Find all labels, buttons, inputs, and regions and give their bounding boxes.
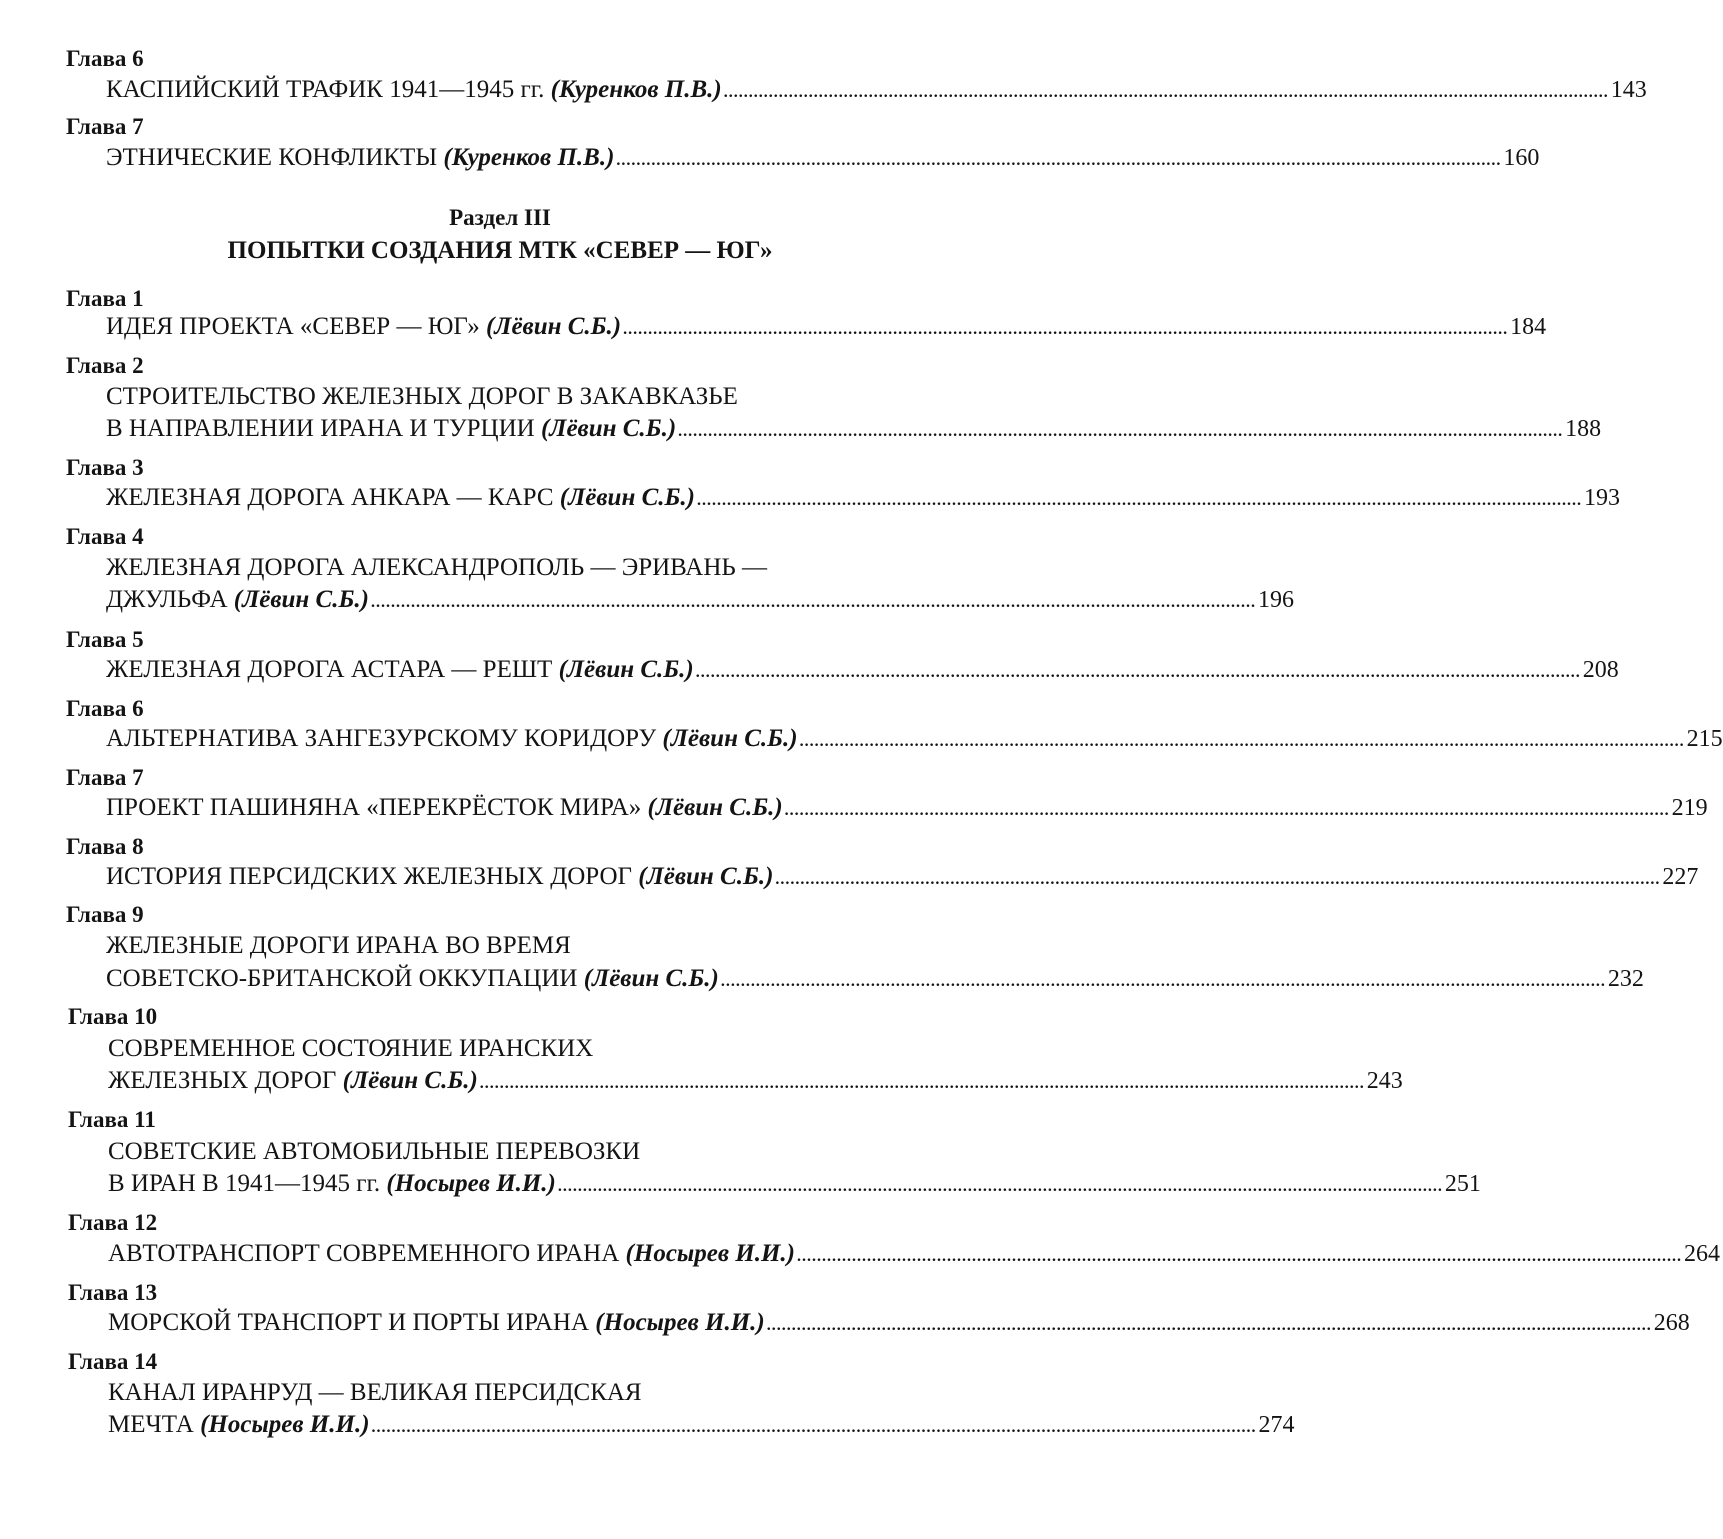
entry-author: (Носырев И.И.) xyxy=(386,1170,556,1197)
entry-title-line xyxy=(106,554,767,582)
entry-title: ИСТОРИЯ ПЕРСИДСКИХ ЖЕЛЕЗНЫХ ДОРОГ xyxy=(106,863,633,890)
chapter-label: Глава 11 xyxy=(68,1107,156,1132)
entry-title-line xyxy=(106,932,571,960)
entry-title-line xyxy=(108,1035,593,1063)
entry-author: (Куренков П.В.) xyxy=(550,76,722,103)
page-number: 160 xyxy=(1503,145,1540,171)
toc-entry xyxy=(106,965,1644,993)
page-number: 274 xyxy=(1258,1412,1295,1438)
dot-leader: ................................................................................................................................................................................. xyxy=(696,492,1582,509)
entry-title: СОВЕТСКИЕ АВТОМОБИЛЬНЫЕ ПЕРЕВОЗКИ xyxy=(108,1138,641,1165)
toc-entry xyxy=(106,313,1547,341)
entry-title: КАНАЛ ИРАНРУД — ВЕЛИКАЯ ПЕРСИДСКАЯ xyxy=(108,1379,642,1406)
entry-author: (Лёвин С.Б.) xyxy=(342,1067,478,1094)
dot-leader: ................................................................................................................................................................................. xyxy=(678,423,1564,440)
chapter-label: Глава 14 xyxy=(68,1349,158,1374)
page-number: 184 xyxy=(1510,314,1547,340)
entry-title: ЖЕЛЕЗНЫХ ДОРОГ xyxy=(108,1067,337,1094)
toc-entry xyxy=(108,1240,1720,1268)
entry-title: ЭТНИЧЕСКИЕ КОНФЛИКТЫ xyxy=(106,144,438,171)
entry-author: (Лёвин С.Б.) xyxy=(583,965,719,992)
page-number: 227 xyxy=(1662,864,1699,890)
chapter-label: Глава 10 xyxy=(68,1004,158,1029)
entry-author: (Лёвин С.Б.) xyxy=(559,484,695,511)
chapter-label: Глава 2 xyxy=(66,353,144,378)
page-number: 193 xyxy=(1583,485,1620,511)
toc-entry xyxy=(106,656,1619,684)
entry-author: (Носырев И.И.) xyxy=(200,1411,370,1438)
entry-author: (Лёвин С.Б.) xyxy=(558,656,694,683)
toc-entry xyxy=(106,586,1294,614)
page-number: 143 xyxy=(1610,77,1647,103)
page-number: 243 xyxy=(1366,1068,1403,1094)
dot-leader: ................................................................................................................................................................................. xyxy=(723,84,1609,101)
page-number: 188 xyxy=(1565,416,1602,442)
page-number: 219 xyxy=(1671,795,1708,821)
toc-entry xyxy=(106,484,1620,512)
entry-title: ЖЕЛЕЗНЫЕ ДОРОГИ ИРАНА ВО ВРЕМЯ xyxy=(106,932,571,959)
dot-leader: ................................................................................................................................................................................. xyxy=(557,1178,1443,1195)
toc-entry xyxy=(108,1309,1690,1337)
chapter-label: Глава 8 xyxy=(66,834,144,859)
dot-leader: ................................................................................................................................................................................. xyxy=(784,802,1670,819)
entry-title: СОВРЕМЕННОЕ СОСТОЯНИЕ ИРАНСКИХ xyxy=(108,1035,594,1062)
dot-leader: ................................................................................................................................................................................. xyxy=(797,1248,1682,1265)
page-number: 264 xyxy=(1684,1241,1720,1267)
toc-entry xyxy=(106,415,1602,443)
entry-author: (Лёвин С.Б.) xyxy=(485,313,622,340)
entry-author: (Лёвин С.Б.) xyxy=(540,415,677,442)
chapter-label: Глава 5 xyxy=(66,627,144,652)
page-number: 251 xyxy=(1444,1171,1481,1197)
dot-leader: ................................................................................................................................................................................. xyxy=(766,1317,1652,1334)
entry-author: (Лёвин С.Б.) xyxy=(647,794,783,821)
page-number: 268 xyxy=(1653,1310,1690,1336)
entry-title: МОРСКОЙ ТРАНСПОРТ И ПОРТЫ ИРАНА xyxy=(108,1309,590,1336)
entry-title: ЖЕЛЕЗНАЯ ДОРОГА АСТАРА — РЕШТ xyxy=(106,656,553,683)
entry-title-line xyxy=(106,383,738,411)
entry-author: (Лёвин С.Б.) xyxy=(662,725,798,752)
chapter-label: Глава 9 xyxy=(66,902,144,927)
entry-title: ИДЕЯ ПРОЕКТА «СЕВЕР — ЮГ» xyxy=(106,313,480,340)
entry-title: ДЖУЛЬФА xyxy=(106,586,228,613)
entry-title: В ИРАН В 1941—1945 гг. xyxy=(108,1170,381,1197)
chapter-label: Глава 1 xyxy=(66,286,144,311)
entry-title: В НАПРАВЛЕНИИ ИРАНА И ТУРЦИИ xyxy=(106,415,535,442)
chapter-label: Глава 6 xyxy=(66,696,144,721)
dot-leader: ................................................................................................................................................................................. xyxy=(370,594,1256,611)
entry-title: СОВЕТСКО-БРИТАНСКОЙ ОККУПАЦИИ xyxy=(106,965,578,992)
dot-leader: ................................................................................................................................................................................. xyxy=(720,973,1606,990)
entry-title: ЖЕЛЕЗНАЯ ДОРОГА АЛЕКСАНДРОПОЛЬ — ЭРИВАНЬ — xyxy=(106,554,767,581)
chapter-label: Глава 12 xyxy=(68,1210,158,1235)
chapter-label: Глава 4 xyxy=(66,524,144,549)
page-number: 196 xyxy=(1257,587,1294,613)
toc-entry xyxy=(108,1411,1295,1439)
chapter-label: Глава 7 xyxy=(66,114,144,139)
toc-entry xyxy=(106,725,1723,753)
entry-title-line xyxy=(108,1138,640,1166)
entry-title: АЛЬТЕРНАТИВА ЗАНГЕЗУРСКОМУ КОРИДОРУ xyxy=(106,725,657,752)
toc-entry xyxy=(106,144,1540,172)
entry-title: КАСПИЙСКИЙ ТРАФИК 1941—1945 гг. xyxy=(106,76,545,103)
page-number: 215 xyxy=(1686,726,1723,752)
entry-author: (Лёвин С.Б.) xyxy=(638,863,774,890)
dot-leader: ................................................................................................................................................................................. xyxy=(371,1419,1257,1436)
entry-author: (Носырев И.И.) xyxy=(625,1240,795,1267)
dot-leader: ................................................................................................................................................................................. xyxy=(695,664,1581,681)
page-number: 232 xyxy=(1607,966,1644,992)
entry-title-line xyxy=(108,1379,642,1407)
toc-entry xyxy=(106,794,1708,822)
entry-author: (Носырев И.И.) xyxy=(595,1309,765,1336)
dot-leader: ................................................................................................................................................................................. xyxy=(479,1075,1365,1092)
entry-title: ПРОЕКТ ПАШИНЯНА «ПЕРЕКРЁСТОК МИРА» xyxy=(106,794,642,821)
toc-entry xyxy=(106,863,1699,891)
toc-entry xyxy=(106,76,1647,104)
entry-author: (Куренков П.В.) xyxy=(443,144,615,171)
chapter-label: Глава 6 xyxy=(66,46,144,71)
entry-title: СТРОИТЕЛЬСТВО ЖЕЛЕЗНЫХ ДОРОГ В ЗАКАВКАЗЬЕ xyxy=(106,383,738,410)
toc-entry xyxy=(108,1067,1403,1095)
toc-entry xyxy=(108,1170,1481,1198)
chapter-label: Глава 3 xyxy=(66,455,144,480)
entry-author: (Лёвин С.Б.) xyxy=(233,586,369,613)
section-title: ПОПЫТКИ СОЗДАНИЯ МТК «СЕВЕР — ЮГ» xyxy=(227,237,773,264)
section-label: Раздел III xyxy=(449,205,551,230)
chapter-label: Глава 13 xyxy=(68,1280,158,1305)
entry-title: АВТОТРАНСПОРТ СОВРЕМЕННОГО ИРАНА xyxy=(108,1240,620,1267)
entry-title: МЕЧТА xyxy=(108,1411,194,1438)
dot-leader: ................................................................................................................................................................................. xyxy=(623,321,1509,338)
dot-leader: ................................................................................................................................................................................. xyxy=(799,733,1685,750)
dot-leader: ................................................................................................................................................................................. xyxy=(775,871,1661,888)
page-number: 208 xyxy=(1582,657,1619,683)
entry-title: ЖЕЛЕЗНАЯ ДОРОГА АНКАРА — КАРС xyxy=(106,484,554,511)
dot-leader: ................................................................................................................................................................................. xyxy=(616,152,1502,169)
chapter-label: Глава 7 xyxy=(66,765,144,790)
